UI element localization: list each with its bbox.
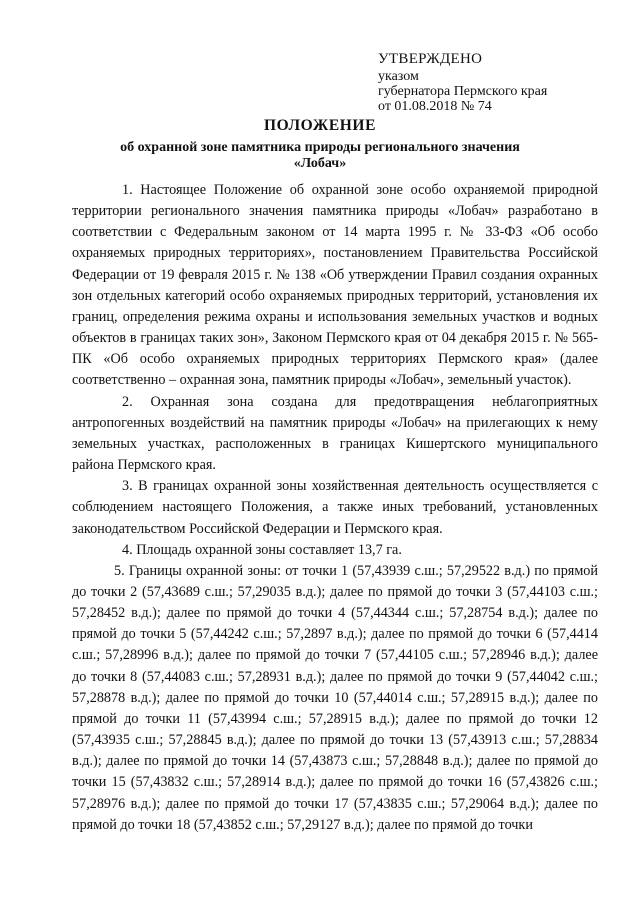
- approval-stamp: [378, 52, 618, 114]
- subtitle-line-2: «Лобач»: [293, 156, 347, 171]
- document-subtitle: [60, 140, 580, 172]
- paragraph-5: 5. Границы охранной зоны: от точки 1 (57,43939 с.ш.; 57,29522 в.д.) по прямой до точки 2 (57,43689 с.ш.; 57,29035 в.д.); далее по прямой до точки 3 (57,44103 с.ш.; 57,28452 в.д.); далее по прямой до точки 4 (57,44344 с.ш.; 57,28754 в.д.); далее по прямой до точки 5 (57,44242 с.ш.; 57,2897 в.д.); далее по прямой до точки 6 (57,4414 с.ш.; 57,28996 в.д.); далее по прямой до точки 7 (57,44105 с.ш.; 57,28946 в.д.); далее до точки 8 (57,44083 с.ш.; 57,28931 в.д.); далее по прямой до точки 9 (57,44042 с.ш.; 57,28878 в.д.); далее по прямой до точки 10 (57,44014 с.ш.; 57,28915 в.д.); далее по прямой до точки 11 (57,43994 с.ш.; 57,28915 в.д.); далее по прямой до точки 12 (57,43935 с.ш.; 57,28845 в.д.); далее по прямой до точки 13 (57,43913 с.ш.; 57,28834 в.д.); далее по прямой до точки 14 (57,43873 с.ш.; 57,28848 в.д.); далее по прямой до точки 15 (57,43832 с.ш.; 57,28914 в.д.); далее по прямой до точки 16 (57,43826 с.ш.; 57,28976 в.д.); далее по прямой до точки 17 (57,43835 с.ш.; 57,29064 в.д.); далее по прямой до точки 18 (57,43852 с.ш.; 57,29127 в.д.); далее по прямой до точки: [72, 562, 598, 833]
- approval-line-1: указом: [378, 69, 419, 84]
- approval-line-2: губернатора Пермского края: [378, 84, 548, 99]
- document-title: ПОЛОЖЕНИЕ: [263, 117, 377, 134]
- paragraph-1: 1. Настоящее Положение об охранной зоне особо охраняемой природной территории регионального значения памятника природы «Лобач» разработано в соответствии с Федеральным законом от 14 марта 1995 г. № 33-ФЗ «Об особо охраняемых природных территориях», постановлением Правительства Российской Федерации от 19 февраля 2015 г. № 138 «Об утверждении Правил создания охранных зон отдельных категорий особо охраняемых природных территорий, установления их границ, определения режима охраны и использования земельных участков и водных объектов в границах таких зон», Законом Пермского края от 04 декабря 2015 г. № 565-ПК «Об особо охраняемых природных территориях Пермского края» (далее соответственно – охранная зона, памятник природы «Лобач», земельный участок).: [72, 182, 598, 389]
- paragraph-3: 3. В границах охранной зоны хозяйственная деятельность осуществляется с соблюдением настоящего Положения, а также иных требований, установленных законодательством Российской Федерации и Пермского края.: [72, 478, 598, 537]
- approval-heading: УТВЕРЖДЕНО: [378, 51, 483, 67]
- paragraph-2: 2. Охранная зона создана для предотвращения неблагоприятных антропогенных воздействий на памятник природы «Лобач» на прилегающих к нему земельных участках, расположенных в границах Кишертского муниципального района Пермского края.: [72, 393, 598, 474]
- approval-line-3: от 01.08.2018 № 74: [378, 99, 492, 114]
- paragraph-4: 4. Площадь охранной зоны составляет 13,7 га.: [122, 541, 402, 558]
- document-body: [72, 180, 598, 836]
- subtitle-line-1: об охранной зоне памятника природы регионального значения: [120, 140, 520, 155]
